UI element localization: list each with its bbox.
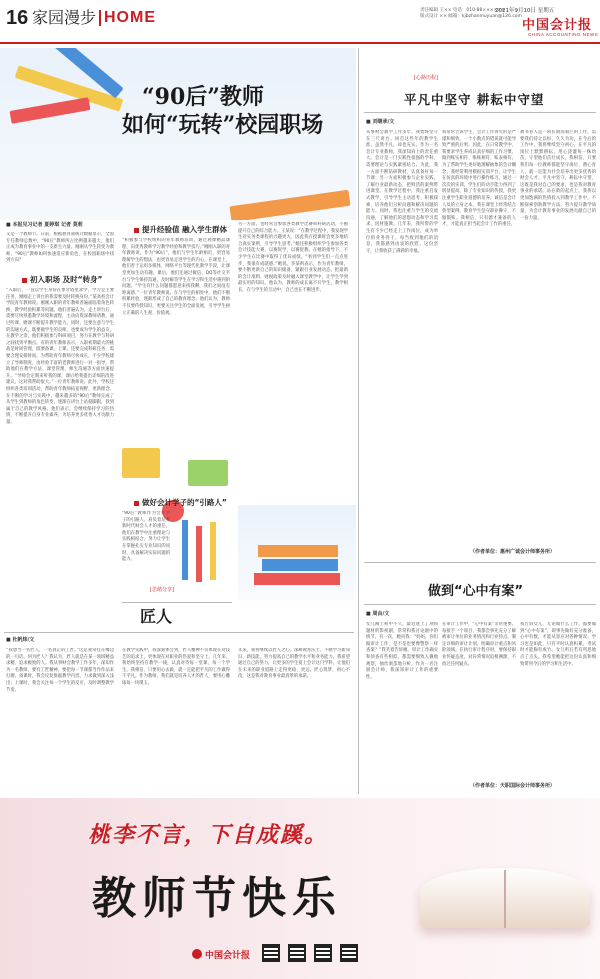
qr-code-icon[interactable] [262,944,280,962]
subheading-marker [134,228,139,233]
qr-code-icon[interactable] [340,944,358,962]
feature-byline: ■ 本报见习记者 夏婷琪 记者 莫莉 [6,222,83,228]
feature-text-block: “入职后，一直以学生身份在象牙塔里求学，学习是主要任务，刚刚走上讲台的我需要及时转换身份。”某高校会计学院青年教师说。刚刚入职的青年教师普遍面临着角色转换、教学经验积累等问题。他们普遍认为，走上讲台后，需要尽快熟悉教学环境和流程，主动向资深教师请教，通过听课、磨课不断提升教学能力。同时，还要注意与学生的沟通方式，既要做学生的良师，也要成为学生的益友。在教学之余，他们积极参与科研项目，努力在教学与科研之间找到平衡点。有的青年教师表示，入职初期最大的挑战是时间管理，既要备课、上课，还要完成科研任务，需要合理安排时间。为帮助青年教师尽快成长，不少学校建立了导师制度，由经验丰富的老教师进行一对一指导，帮助他们在教学方法、课堂管理、师生沟通等方面快速提升。“导师会定期来听我的课，课后给我提出详细的改进建议，这对我帮助很大。”一位青年教师说。此外，学校还组织各类培训活动，帮助青年教师拓宽视野、更新理念。在不断的学习与实践中，越来越多的“90后”教师完成了从学生到教师的角色转变，逐渐在讲台上站稳脚跟，找到属于自己的教学风格。他们表示，会继续保持学习的热情，不断提升自身专业素养，为培养更多优秀人才贡献力量。 [6,288,114,425]
divider [364,562,596,563]
pencil-icon [9,97,90,124]
banner-brand: 中国会计报 [205,951,251,961]
article-text: 我常常告诉学生，会计工作讲究的是严谨和细致，一个小数点的错误就可能导致严重的后果。因此，在日常教学中，我要求学生养成认真仔细的工作习惯，做到账实相符、账账相符、账表相符。为了帮助学生更好地理解抽象的会计概念，我经常利用模拟实训平台，让学生在仿真的环境中进行操作练习。通过一次次的实训，学生们的动手能力得到了明显提高。除了专业知识的传授，我更注重学生职业道德的培养。诚信是会计人员的立身之本，我在课堂上经常结合典型案例，教育学生坚守职业操守，不做假账。我相信，只有德才兼备的人才，才能真正担当起会计工作的重任。 [442,130,516,228]
book-spine [504,870,506,928]
qr-code-icon[interactable] [314,944,332,962]
article-footnote: （作者单位：天职国际会计师事务所） [470,783,556,789]
brand-logo-en: CHINA ACCOUNTING NEWS [528,32,599,37]
pencil-icon [182,520,188,580]
qr-code-icon[interactable] [288,944,306,962]
article-title: 平凡中坚守 耕耘中守望 [404,92,545,107]
article-text: 从事财会教学工作多年，我始终坚守在三尺讲台。回首这些年的教学生涯，虽然平凡，却也充实。作为一名会计专业教师，我深知肩上的责任重大。会计是一门实践性很强的学科，需要理论与实践紧密结合。为此，我一方面不断钻研教材，认真备好每一节课；另一方面积极参与企业实践，了解行业最新动态，把鲜活的案例带进课堂。在教学过程中，我注重启发式教学，引导学生主动思考、积极探索，培养他们分析问题和解决问题的能力。同时，我也注重与学生的交流沟通，了解他们的思想动态和学习需求，因材施教。几年来，我所带的学生有不少已经走上工作岗位，成为单位的业务骨干。每当收到他们的消息，我都感到由衷的欣慰。这份坚守，让我收获了满满的幸福。 [366,130,438,254]
column-text: 在教学实践中，我深刻体会到，匠人精神不仅体现在对技艺的追求上，更体现在对职业的热爱和坚守上。几年来，我始终坚持在教学一线，认真对待每一堂课、每一个学生。我相信，只要用心去做，就一定能把平凡的工作做得不平凡。作为教师，我们就是培养人才的匠人，要用心雕琢每一块璞玉。 [122,648,230,686]
feature-subheading-1: 初入职场 及时“转身” [22,274,102,286]
section-name-en: HOME [104,9,156,26]
feature-subheading-2: 提升经验值 融入学生群体 [134,224,227,236]
article-tag: [心路历程] [414,75,438,81]
section-divider [99,10,101,26]
subheading-marker [22,278,27,283]
article-text: 女儿刚上初中不久，最近迷上了刑侦题材的影视剧，常常和我讨论剧中的情节。有一次，她问我：“妈妈，你们做审计工作，是不是也要像警察一样查案？”我笑着告诉她，审计工作确实和侦查有些相似，都需要细致入微地观察，抽丝剥茧地分析。作为一名注册会计师，我深知审计工作的重要性。 [366,622,438,680]
divider [4,632,354,633]
feature-subheading-3: 做好会计学子的“引路人” [134,497,227,509]
divider [364,112,596,113]
page-number: 16 [6,7,29,29]
article-title: 做到“心中有案” [428,584,524,599]
feature-title-line2: 如何“玩转”校园职场 [122,112,324,138]
article-text: 在审计工作中，“心中有案”非常重要。每接手一个项目，我都会事先充分了解被审计单位的业务情况和行业特点，制定详细的审计计划，明确审计重点和风险领域。在执行审计程序时，要保持职业怀疑态度，对异常情况追根溯源，不放过任何疑点。 [442,622,516,667]
book-icon [262,559,338,571]
column-text: “我想当一名匠人，一名真正的工匠。”这是我常挂在嘴边的一句话。何为匠人？我认为，匠人就是在某一领域精益求精、追求极致的人。我从事财会教学工作多年，深知作为一名教师，要有工匠精神，要把每一节课都当作作品来打磨。备课时，我会反复推敲教学内容，力求做到深入浅出；上课时，我会关注每一个学生的反应，及时调整教学节奏。 [6,648,114,693]
feature-text-block: 另一方面，也经常会参加各类教学比赛和科研活动，不断提升自己的综合能力。王某说：“在教学过程中，我发现学生对实务类课程的兴趣更大，因此我在授课时会更多地结合真实案例，引导学生思考。”她还积极组织学生参加各类会计技能大赛，以赛促学、以赛促教。在她的指导下，不少学生在比赛中取得了优异成绩。“看到学生们一点点进步，我很有成就感。”她说。李某则表示，作为青年教师，要不断更新自己的知识储备，紧跟行业发展动态，把最新的会计准则、财税政策及时融入课堂教学中，让学生学到最实用的知识。他认为，教师的成长离不开学生，教学相长，在与学生的互动中，自己也在不断进步。 [238,222,348,293]
block-icon [188,460,228,486]
book-icon [258,545,338,557]
logo-icon [192,949,202,959]
feature-text-block: 又是一个教师节。日前，根据教育部统计数据显示，全国专任教师总数中，“90后”教师所占比例越来越大，他们正成为教育事业中的一支新生力量。刚刚从学生转变为教师，“90后”教师如何快速适应新角色，在校园职场中找到方向？ [6,232,114,264]
pencil-icon [210,522,216,580]
books-illustration [238,505,356,600]
section-name: 家园漫步 [32,8,97,27]
feature-text-block: “积极参与学校组织的青年教师培训，通过观摩精品课程，向优秀教师学习教学经验和教学技巧。”刚刚入职的青年教师说。作为“90后”，他们与学生年龄相近，更容易理解学生的想法，也更容易走进学生的内心。在课堂上，他们善于运用多媒体、网络平台等现代化教学手段，让课堂更加生动有趣。课后，他们还通过微信、QQ等社交平台与学生保持沟通，及时解答学生在学习和生活中遇到的问题。“学生有什么问题都愿意来找我聊，我们之间没有距离感。”一位青年教师说。在与学生的相处中，他们不断积累经验，逐渐形成了自己的教育理念。他们认为，教师不仅要传授知识，更要关注学生的全面发展，引导学生树立正确的人生观、价值观。 [122,238,230,316]
article-text: 我告诉女儿，无论做什么工作，都要做到“心中有案”，即事先做好充分准备，心中有数，才能从容应对各种情况。学习也是如此，只有平时认真积累，考试时才能胸有成竹。女儿听后若有所思地点了点头。我希望她能把这份认真和细致带到今后的学习和生活中。 [520,622,596,667]
column-tag: [思绪分享] [150,587,174,593]
editor-line: 责任编辑 王×× 电话：010-88×××××× [420,8,505,13]
divider [364,604,596,605]
column-text: 未来，我将继续以匠人之心，深耕教育沃土，不断学习新知识、新技能，努力提高自己的教学水平和业务能力。我希望通过自己的努力，让更多的学生爱上会计这门学科，让他们在未来的职业道路上走得更稳、更远。匠心筑梦，初心不改，这是我对教育事业最真挚的承诺。 [238,648,350,680]
subheading-marker [134,501,139,506]
article-footnote: （作者单位：惠州广诚会计师事务所） [470,549,556,555]
block-icon [122,448,160,478]
pencil-cup-illustration [172,520,232,590]
designer-line: 版式设计 ×× 邮箱：kjbzhanmuyuan@126.com [420,14,522,19]
feature-title-line1: “90后”教师 [142,84,264,110]
issue-date: 2021年9月10日 星期五 [495,8,555,14]
ruler-icon [229,190,350,220]
teachers-day-banner [0,798,600,979]
banner-slogan: 桃李不言，下自成蹊。 [88,822,329,848]
banner-title: 教师节快乐 [92,873,342,924]
divider [122,602,232,603]
column-byline: ■ 杜帆炜/文 [6,637,35,643]
article-byline: ■ 刘继承/文 [366,119,395,125]
page-header [0,0,600,44]
column-divider [358,48,359,794]
article-text: 教书育人是一项长期而艰巨的工作，需要我们持之以恒、久久为功。在今后的工作中，我将继续坚守初心，在平凡的岗位上默默耕耘，用心浇灌每一株幼苗，守望他们茁壮成长。我相信，只要我们每一位教师都能坚守岗位、潜心育人，就一定能为社会培养出更多优秀的财会人才。平凡中坚守，耕耘中守望，这既是我对自己的要求，也是我对教育事业的承诺。站在新的起点上，我将以更加饱满的热情投入到教学工作中，不断探索创新教学方法，努力提升教学质量，为会计教育事业的发展贡献自己的一份力量。 [520,130,596,221]
book-icon [254,573,340,585]
feature-text-block: “90后”教师作为会计学子的引路人，肩负着培养新时代财会人才的重任。他们在教学中注重理论与实践相结合，努力让学生在掌握扎实专业知识的同时，具备解决实际问题的能力。 [122,511,170,563]
pencil-icon [196,526,202,582]
column-title: 匠人 [140,607,173,626]
brand-logo: 中国会计报 [522,18,593,33]
article-byline: ■ 周由/文 [366,611,390,617]
